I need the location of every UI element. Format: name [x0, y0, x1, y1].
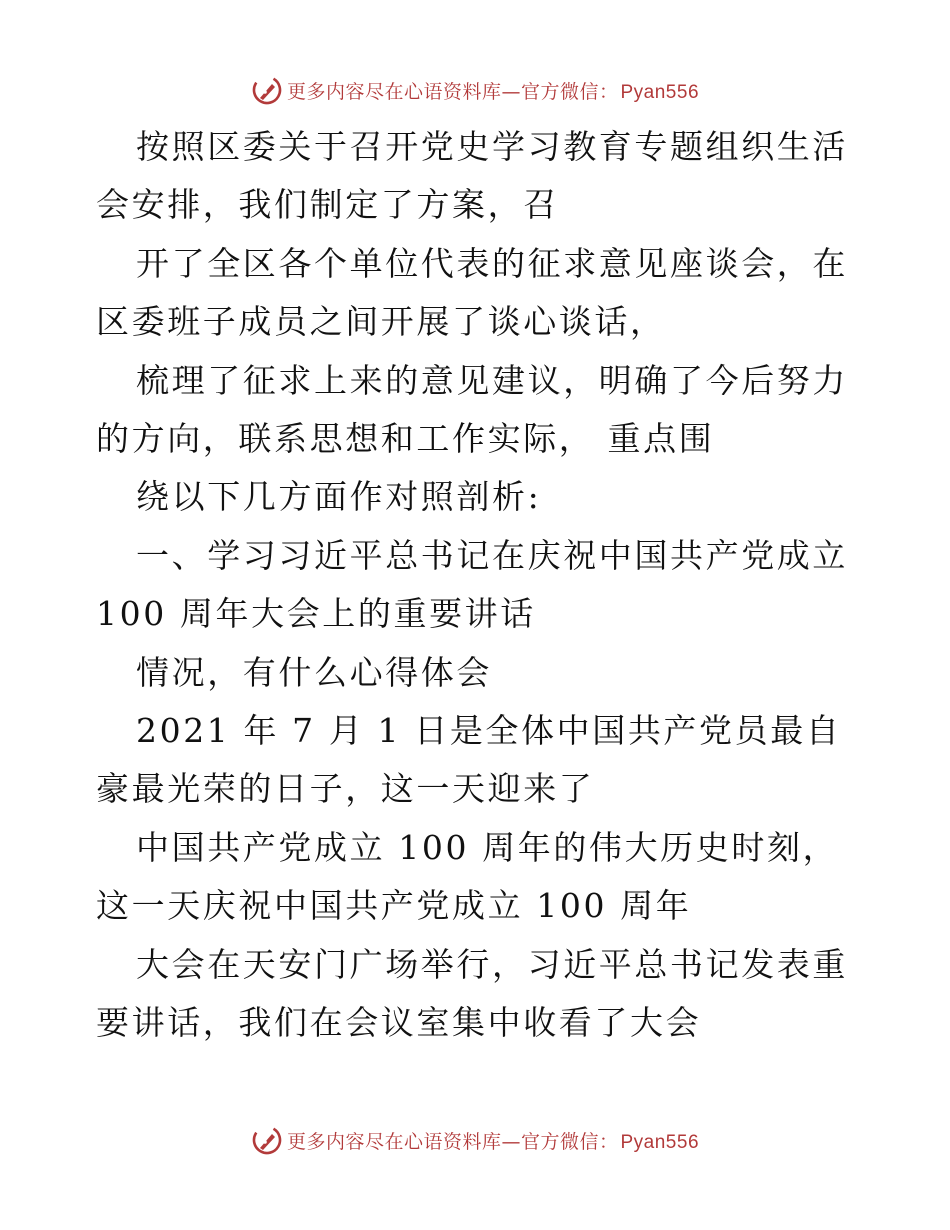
watermark-footer [0, 1124, 950, 1156]
watermark-wechat-id: Pyan556 [620, 81, 700, 103]
paragraph: 按照区委关于召开党史学习教育专题组织生活会安排，我们制定了方案，召 [96, 127, 848, 225]
paragraph: 梳理了征求上来的意见建议，明确了今后努力的方向，联系思想和工作实际， 重点围 [96, 360, 848, 459]
watermark-header [0, 74, 950, 106]
paragraph: 情况，有什么心得体会 [136, 652, 492, 692]
paragraph: 绕以下几方面作对照剖析: [136, 477, 542, 517]
document-body [96, 118, 866, 1053]
pen-logo-icon [251, 74, 283, 106]
watermark-text: 更多内容尽在心语资料库—官方微信： Pyan556 [286, 1130, 700, 1153]
paragraph: 开了全区各个单位代表的征求意见座谈会，在区委班子成员之间开展了谈心谈话， [96, 243, 848, 342]
paragraph: 一、学习习近平总书记在庆祝中国共产党成立 100 周年大会上的重要讲话 [96, 535, 848, 634]
paragraph: 中国共产党成立 100 周年的伟大历史时刻，这一天庆祝中国共产党成立 100 周年 [96, 827, 839, 926]
paragraph: 2021 年 7 月 1 日是全体中国共产党员最自豪最光荣的日子，这一天迎来了 [96, 711, 842, 809]
watermark-wechat-id: Pyan556 [620, 1131, 700, 1153]
watermark-text: 更多内容尽在心语资料库—官方微信： Pyan556 [286, 80, 700, 103]
pen-logo-icon [251, 1124, 283, 1156]
paragraph: 大会在天安门广场举行，习近平总书记发表重要讲话，我们在会议室集中收看了大会 [96, 944, 848, 1043]
